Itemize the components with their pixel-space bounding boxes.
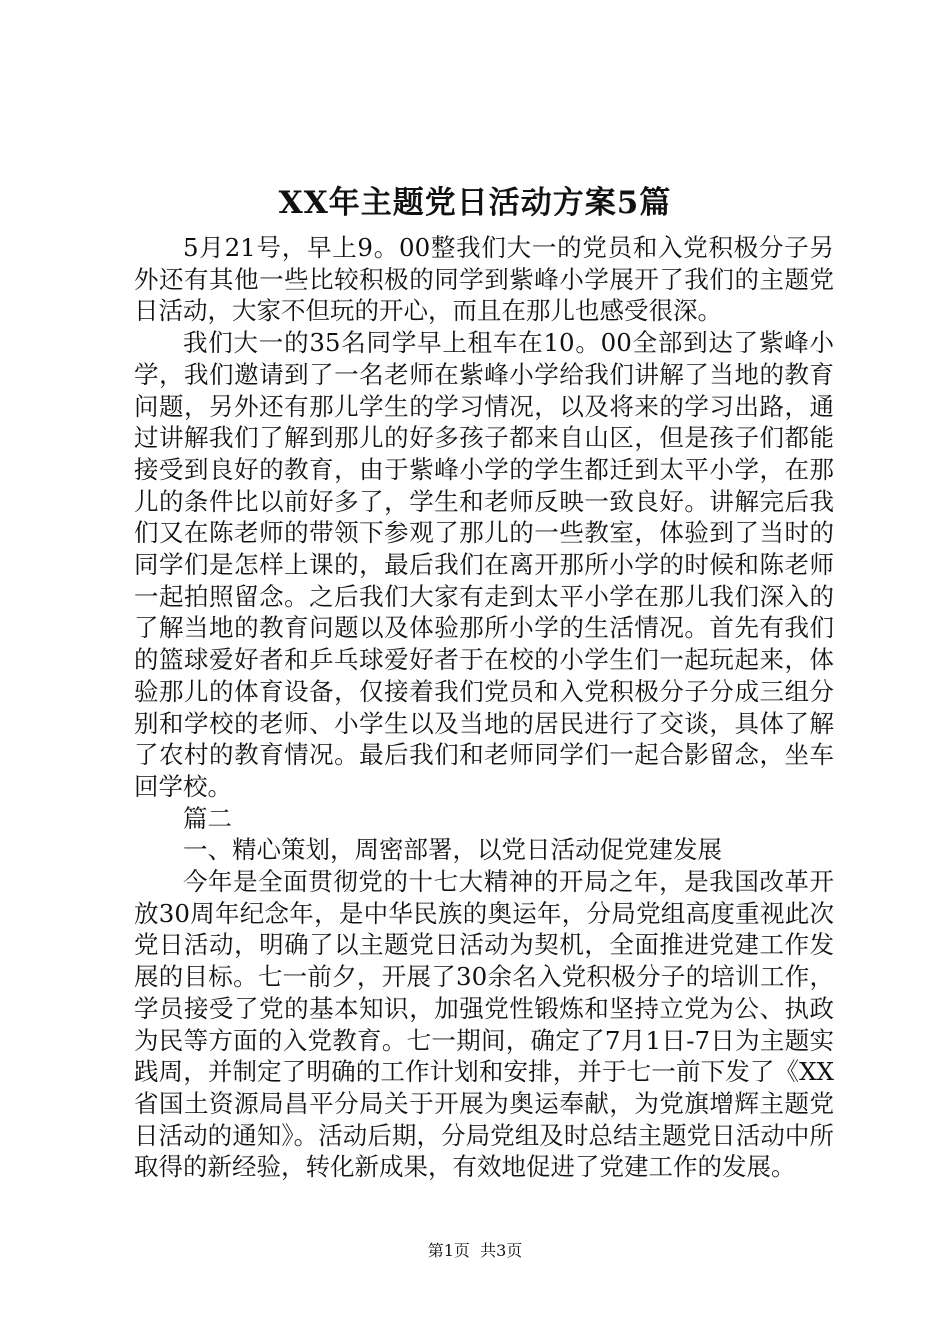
document-body bbox=[134, 232, 834, 1183]
document-title: XX年主题党日活动方案5篇 bbox=[278, 185, 672, 221]
paragraph: 5月21号，早上9。00整我们大一的党员和入党积极分子另外还有其他一些比较积极的同学到紫峰小学展开了我们的主题党日活动，大家不但玩的开心，而且在那儿也感受很深。 bbox=[134, 233, 834, 326]
paragraph: 我们大一的35名同学早上租车在10。00全部到达了紫峰小学，我们邀请到了一名老师在紫峰小学给我们讲解了当地的教育问题，另外还有那儿学生的学习情况，以及将来的学习出路，通过讲解我们了解到那儿的好多孩子都来自山区，但是孩子们都能接受到良好的教育，由于紫峰小学的学生都迁到太平小学，在那儿的条件比以前好多了，学生和老师反映一致良好。讲解完后我们又在陈老师的带领下参观了那儿的一些教室，体验到了当时的同学们是怎样上课的，最后我们在离开那所小学的时候和陈老师一起拍照留念。之后我们大家有走到太平小学在那儿我们深入的了解当地的教育问题以及体验那所小学的生活情况。首先有我们的篮球爱好者和乒乓球爱好者于在校的小学生们一起玩起来，体验那儿的体育设备，仅接着我们党员和入党积极分子分成三组分别和学校的老师、小学生以及当地的居民进行了交谈，具体了解了农村的教育情况。最后我们和老师同学们一起合影留念，坐车回学校。 bbox=[134, 328, 834, 801]
paragraph: 今年是全面贯彻党的十七大精神的开局之年，是我国改革开放30周年纪念年，是中华民族的奥运年，分局党组高度重视此次党日活动，明确了以主题党日活动为契机，全面推进党建工作发展的目标。七一前夕，开展了30余名入党积极分子的培训工作，学员接受了党的基本知识，加强党性锻炼和坚持立党为公、执政为民等方面的入党教育。七一期间，确定了7月1日-7日为主题实践周，并制定了明确的工作计划和安排，并于七一前下发了《XX省国土资源局昌平分局关于开展为奥运奉献，为党旗增辉主题党日活动的通知》。活动后期，分局党组及时总结主题党日活动中所取得的新经验，转化新成果，有效地促进了党建工作的发展。 bbox=[134, 867, 834, 1182]
page-number: 第1页 共3页 bbox=[427, 1241, 523, 1260]
section-label: 篇二 bbox=[183, 803, 232, 833]
section-heading: 一、精心策划，周密部署，以党日活动促党建发展 bbox=[183, 835, 722, 865]
page-footer bbox=[0, 1241, 950, 1261]
